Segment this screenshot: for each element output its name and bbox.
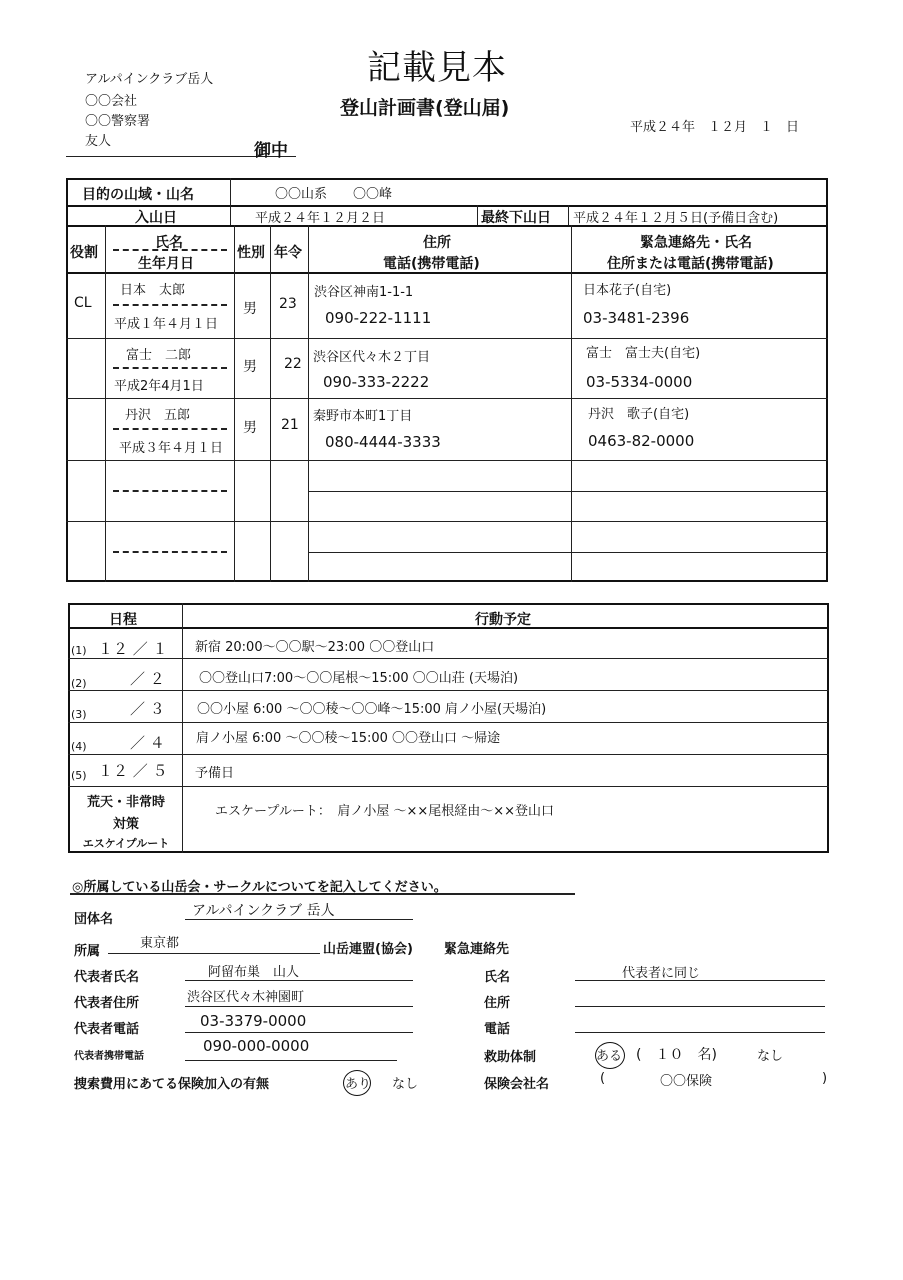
table-line (230, 178, 231, 205)
member-address: 秦野市本町1丁目 (313, 409, 413, 424)
schedule-row-num: (4) (71, 740, 87, 753)
member-ec-phone: 03-5334-0000 (586, 373, 693, 391)
schedule-row-plan: 予備日 (195, 766, 235, 781)
exit-label: 最終下山日 (481, 210, 551, 226)
rep-tel-value: 03-3379-0000 (200, 1012, 307, 1030)
field-underline (575, 1032, 825, 1033)
escape-label-3: エスケイプルート (82, 837, 170, 850)
document-date: 平成２４年 １２月 １ 日 (630, 120, 800, 135)
schedule-row-plan: 肩ノ小屋 6:00 ～〇〇稜～15:00 〇〇登山口 ～帰途 (196, 731, 501, 746)
table-line (270, 225, 271, 582)
ec-address-label: 住所 (484, 996, 511, 1011)
escape-label-2: 対策 (112, 817, 139, 832)
name-header: 氏名 (155, 235, 183, 251)
escape-label-1: 荒天・非常時 (86, 795, 165, 810)
member-name: 日本 太郎 (120, 283, 186, 298)
member-separator (113, 428, 227, 430)
area-label: 目的の山域・山名 (82, 187, 194, 203)
table-line (182, 603, 183, 853)
sex-header: 性別 (237, 245, 265, 261)
member-sex: 男 (243, 301, 257, 317)
member-ec-name: 日本花子(自宅) (583, 283, 672, 298)
member-phone: 080-4444-3333 (325, 433, 441, 451)
member-ec-name: 富士 富士夫(自宅) (586, 346, 701, 361)
club-heading: ◎所属している山岳会・サークルについてを記入してください。 (72, 880, 447, 895)
entry-value: 平成２４年１２月２日 (255, 211, 386, 226)
insurance-company-label: 保険会社名 (484, 1077, 550, 1092)
schedule-row-num: (1) (71, 644, 87, 657)
emergency-header: 緊急連絡先・氏名 (640, 235, 752, 251)
insurance-company-open: ( (600, 1071, 606, 1086)
exit-value: 平成２４年１２月５日(予備日含む) (573, 211, 779, 226)
address-header: 住所 (423, 235, 451, 251)
schedule-day-header: 日程 (109, 612, 137, 628)
member-separator (113, 490, 227, 492)
ec-tel-label: 電話 (484, 1022, 511, 1037)
rescue-label: 救助体制 (484, 1050, 537, 1065)
table-line (230, 205, 231, 225)
table-line (66, 460, 828, 461)
schedule-row-date: １２ ／ １ (98, 640, 168, 658)
name-birth-separator (113, 249, 227, 251)
table-line (66, 398, 828, 399)
field-underline (185, 980, 413, 981)
member-name: 富士 二郎 (126, 348, 192, 363)
field-underline (185, 1006, 413, 1007)
table-line (308, 225, 309, 582)
schedule-row-date: ／ ２ (130, 670, 165, 688)
member-ec-phone: 03-3481-2396 (583, 309, 690, 327)
member-separator (113, 551, 227, 553)
addressee-2: 〇〇会社 (85, 94, 138, 109)
field-underline (575, 980, 825, 981)
insurance-no: なし (392, 1077, 419, 1092)
table-line (477, 205, 478, 225)
rep-name-value: 阿留布巣 山人 (208, 965, 300, 980)
rep-name-label: 代表者氏名 (74, 970, 140, 985)
rescue-no: なし (757, 1049, 784, 1064)
affil-value: 東京都 (140, 936, 180, 951)
field-underline (185, 1032, 413, 1033)
onchu-label: 御中 (254, 141, 288, 161)
rescue-yes: ある (596, 1049, 623, 1064)
role-header: 役割 (70, 245, 98, 261)
insurance-label: 捜索費用にあてる保険加入の有無 (74, 1077, 270, 1092)
field-underline (108, 953, 320, 954)
page-title: 記載見本 (367, 48, 507, 88)
member-separator (113, 304, 227, 306)
addressee-4: 友人 (85, 134, 112, 149)
field-underline (185, 1060, 397, 1061)
member-address: 渋谷区代々木２丁目 (313, 350, 431, 365)
table-line (105, 225, 106, 582)
birth-header: 生年月日 (138, 256, 194, 272)
table-line (308, 491, 828, 492)
member-ec-phone: 0463-82-0000 (588, 432, 695, 450)
member-age: 23 (279, 296, 297, 312)
schedule-plan-header: 行動予定 (475, 612, 531, 628)
addressee-3: 〇〇警察署 (85, 114, 151, 129)
group-label: 団体名 (74, 912, 114, 927)
rep-address-label: 代表者住所 (74, 996, 140, 1011)
member-ec-name: 丹沢 歌子(自宅) (588, 407, 690, 422)
table-line (234, 225, 235, 582)
schedule-row-num: (5) (71, 769, 87, 782)
member-name: 丹沢 五郎 (125, 408, 191, 423)
area-value: 〇〇山系 〇〇峰 (275, 187, 393, 202)
member-address: 渋谷区神南1-1-1 (314, 285, 414, 300)
rep-address-value: 渋谷区代々木神園町 (187, 990, 305, 1005)
rescue-count: ( １０ 名) (636, 1047, 717, 1063)
insurance-company-close: ) (822, 1071, 828, 1086)
rep-mobile-label: 代表者携帯電話 (74, 1051, 144, 1062)
member-separator (113, 367, 227, 369)
ec-name-value: 代表者に同じ (622, 966, 701, 981)
escape-value: エスケープルート： 肩ノ小屋 ～××尾根経由～××登山口 (215, 804, 555, 819)
emergency-contact-heading: 緊急連絡先 (444, 942, 510, 957)
member-birth: 平成３年４月１日 (119, 441, 224, 456)
schedule-row-plan: 〇〇小屋 6:00 ～〇〇稜～〇〇峰～15:00 肩ノ小屋(天場泊) (197, 702, 547, 717)
age-header: 年令 (274, 245, 302, 261)
emergency-sub-header: 住所または電話(携帯電話) (607, 256, 774, 272)
table-line (66, 338, 828, 339)
schedule-row-num: (2) (71, 677, 87, 690)
table-line (571, 225, 572, 582)
member-age: 22 (284, 356, 302, 372)
member-sex: 男 (243, 359, 257, 375)
schedule-row-plan: 〇〇登山口7:00～〇〇尾根～15:00 〇〇山荘 (天場泊) (199, 671, 519, 686)
affil-suffix: 山岳連盟(協会) (323, 942, 413, 957)
affil-label: 所属 (74, 944, 101, 959)
schedule-row-date: ／ ４ (130, 734, 165, 752)
page-subtitle: 登山計画書(登山届) (340, 97, 510, 119)
phone-header: 電話(携帯電話) (383, 256, 480, 272)
schedule-row-plan: 新宿 20:00～〇〇駅～23:00 〇〇登山口 (195, 640, 435, 655)
schedule-row-date: ／ ３ (130, 700, 165, 718)
member-phone: 090-333-2222 (323, 373, 430, 391)
schedule-row-date: １２ ／ ５ (98, 762, 168, 780)
ec-name-label: 氏名 (484, 970, 511, 985)
rep-mobile-value: 090-000-0000 (203, 1037, 310, 1055)
insurance-yes: あり (345, 1077, 372, 1092)
table-line (66, 521, 828, 522)
field-underline (575, 1006, 825, 1007)
club-heading-underline (70, 893, 575, 895)
rep-tel-label: 代表者電話 (74, 1022, 140, 1037)
table-line (568, 205, 569, 225)
group-value: アルパインクラブ 岳人 (192, 903, 335, 919)
table-line (308, 552, 828, 553)
member-age: 21 (281, 417, 299, 433)
member-birth: 平成2年4月1日 (114, 379, 204, 394)
member-role: CL (74, 295, 92, 311)
insurance-company-value: 〇〇保険 (660, 1074, 713, 1089)
schedule-row-num: (3) (71, 708, 87, 721)
member-birth: 平成１年４月１日 (114, 317, 219, 332)
entry-label: 入山日 (135, 210, 177, 226)
member-sex: 男 (243, 420, 257, 436)
field-underline (185, 919, 413, 920)
member-phone: 090-222-1111 (325, 309, 432, 327)
addressee-1: アルパインクラブ岳人 (85, 72, 214, 87)
